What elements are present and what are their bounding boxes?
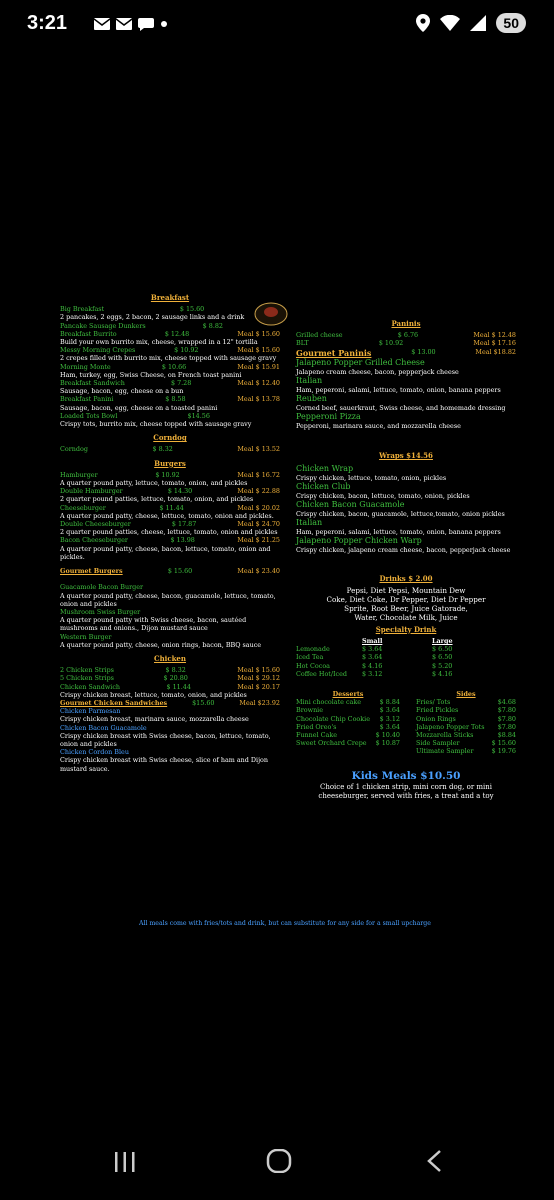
item-price: $ 7.28 [170,379,192,388]
section-title-breakfast: Breakfast [150,293,190,302]
item-name: Messy Morning Crepes [60,346,136,355]
item-price: $14.56 [187,411,210,420]
item-name: Breakfast Burrito [60,329,117,338]
gourmet-burgers-price: $ 15.60 [167,567,193,576]
item-name: Ultimate Sampler [416,747,474,756]
menu-item [60,748,280,756]
item-price: $ 10.92 [174,346,199,355]
price-row [296,731,400,739]
menu-item [60,346,280,354]
menu-item [60,724,280,732]
item-name: Bacon Cheeseburger [60,536,128,545]
item-description: Jalapeno cream cheese, bacon, pepperjack cheese [296,367,459,376]
menu-item [296,339,516,347]
item-description: Crispy chicken, bacon, guacamole, lettuce,tomato, onion pickles [296,510,505,519]
item-price: $ 15.60 [179,305,205,314]
item-name: Jalapeno Popper Grilled Cheese [296,357,425,367]
item-price: $ 3.64 [379,706,400,715]
price-row [416,723,516,731]
menu-item-corndog [60,445,280,453]
item-name: Cheeseburger [60,503,106,512]
item-price: $ 10.40 [375,731,400,740]
item-price: $ 13.98 [170,536,195,545]
drink-name: Coffee Hot/Iced [296,669,347,678]
item-price: $ 10.87 [375,739,400,748]
item-name: Chicken Wrap [296,463,354,473]
item-meal-price: Meal $ 24.70 [237,520,280,529]
item-name: BLT [296,339,309,348]
gourmet-chicken-price: $15.60 [192,698,215,707]
item-description: Sausage, bacon, egg, cheese on a bun [60,387,184,396]
item-meal-price: Meal $ 15.91 [237,362,280,371]
item-description: 2 pancakes, 2 eggs, 2 bacon, 2 sausage links and a drink [60,313,245,322]
item-name: Chocolate Chip Cookie [296,714,370,723]
menu-item [60,487,280,495]
section-title-specialty: Specialty Drink [375,624,437,634]
item-name: Morning Monte [60,362,111,371]
item-name: Mozzarella Sticks [416,731,474,740]
section-title-corndog: Corndog [153,433,187,443]
section-title-desserts: Desserts [332,690,364,699]
item-description: 2 quarter pound patties, lettuce, tomato, onion, and pickles [60,495,254,504]
item-description: 2 quarter pound patties, cheese, lettuce, tomato, onion and pickles [60,528,278,537]
menu-item [60,363,280,371]
item-description: Ham, peperoni, salami, lettuce, tomato, onion, banana peppers [296,385,501,394]
wifi-icon [440,15,460,31]
desserts-list [296,698,400,747]
item-price: $ 11.44 [159,503,184,512]
item-meal-price: Meal $ 12.48 [473,331,516,340]
price-row [296,715,400,723]
price-row [416,698,516,706]
menu-item [60,322,280,330]
item-name: Chicken Cordon Bleu [60,748,129,757]
price-row [296,739,400,747]
item-name: Corndog [60,445,88,454]
gourmet-paninis-price: $ 13.00 [411,347,436,356]
menu-item [296,412,516,422]
gourmet-chicken-header [60,699,280,707]
menu-item [296,358,516,368]
drink-small-price: $ 4.16 [362,661,383,670]
item-name: Jalapeno Popper Chicken Warp [296,536,422,546]
specialty-header [296,637,516,645]
item-description: Ham, turkey, egg, Swiss Cheese, on French toast panini [60,370,242,379]
item-name: Onion Rings [416,714,456,723]
menu-item [60,683,280,691]
price-row [416,715,516,723]
price-row [416,731,516,739]
section-title-gourmet-burgers: Gourmet Burgers [60,567,123,576]
notification-icons [94,17,168,31]
gourmet-paninis-header [296,348,516,358]
section-title-wraps: Wraps $14.56 [379,451,433,461]
item-name: Guacamole Bacon Burger [60,583,144,592]
item-price: $ 15.60 [491,739,516,748]
section-title-gourmet-chicken: Gourmet Chicken Sandwiches [60,698,168,707]
menu-item [60,305,280,313]
item-name: Hamburger [60,470,98,479]
drink-name: Iced Tea [296,653,324,662]
gourmet-chicken-meal: Meal $23.92 [239,698,280,707]
kids-meals-desc: Choice of 1 chicken strip, mini corn dog, or mini cheeseburger, served with fries, a treat and a toy [318,782,494,800]
item-name: 5 Chicken Strips [60,674,114,683]
status-bar [0,0,554,52]
gourmet-burgers-meal: Meal $ 23.40 [237,567,280,576]
item-meal-price: Meal $ 21.25 [237,536,280,545]
item-name: Breakfast Panini [60,395,114,404]
menu-item [60,633,280,641]
item-description: A quarter pound patty with Swiss cheese, bacon, sautéed mushrooms and onions., Dijon mustard sauce [60,616,247,633]
item-meal-price: Meal $ 22.88 [237,487,280,496]
drink-large-price: $ 6.50 [432,645,453,654]
item-name: Breakfast Sandwich [60,379,125,388]
large-label: Large [432,637,453,646]
menu-item [60,379,280,387]
item-name: Chicken Bacon Guacamole [60,723,147,732]
item-name: Mushroom Swiss Burger [60,607,141,616]
item-description: Crispy chicken, lettuce, tomato, onion, pickles [296,473,447,482]
item-meal-price: Meal $ 15.60 [237,329,280,338]
item-meal-price: Meal $ 17.16 [473,339,516,348]
menu-image[interactable] [50,288,520,938]
section-title-sides: Sides [456,690,476,699]
menu-item [60,666,280,674]
menu-item [296,331,516,339]
specialty-row [296,670,516,678]
item-price: $ 10.92 [378,339,404,348]
drinks-lines [296,586,516,622]
menu-item [60,412,280,420]
item-meal-price: Meal $ 20.17 [237,682,280,691]
item-description: 2 crepes filled with burrito mix, cheese topped with sausage gravy [60,354,277,363]
item-name: Mini chocolate cake [296,698,362,707]
item-price: $ 8.84 [379,698,400,707]
item-name: Side Sampler [416,739,460,748]
item-price: $ 10.66 [161,362,187,371]
item-price: $ 3.12 [379,714,400,723]
item-description: Ham, peperoni, salami, lettuce, tomato, onion, banana peppers [296,528,501,537]
item-name: Double Hamburger [60,487,123,496]
specialty-list [296,645,516,678]
desserts-sides [296,690,516,756]
section-title-drinks: Drinks $ 2.00 [379,573,433,583]
item-meal-price: Meal $ 16.72 [237,470,280,479]
gourmet-burgers-list [60,583,280,649]
menu-item [296,394,516,404]
item-meal-price: Meal $ 13.52 [237,445,280,454]
item-price: $7.80 [497,706,516,715]
item-description: A quarter pound patty, lettuce, tomato, onion, and pickles [60,479,248,488]
drink-line: Pepsi, Diet Pepsi, Mountain Dew [346,585,466,595]
small-label: Small [362,637,383,646]
item-name: Funnel Cake [296,731,337,740]
menu-item [60,520,280,528]
sides-block [416,690,516,756]
breakfast-list [60,305,280,428]
item-name: Grilled cheese [296,331,343,340]
item-price: $4.68 [497,698,516,707]
item-meal-price: Meal $ 12.40 [237,379,280,388]
item-price: $ 8.32 [152,445,173,454]
section-title-chicken: Chicken [154,653,186,663]
item-meal-price: Meal $ 15.60 [237,346,280,355]
price-row [416,739,516,747]
price-row [416,706,516,714]
item-price: $8.84 [497,731,516,740]
chicken-list [60,666,280,699]
item-name: Fried Pickles [416,706,459,715]
menu-item [296,464,516,474]
item-price: $7.80 [497,722,516,731]
item-description: A quarter pound patty, cheese, lettuce, tomato, onion and pickles. [60,511,274,520]
item-name: Chicken Parmesan [60,707,121,716]
item-price: $ 11.44 [166,682,191,691]
item-name: Double Cheeseburger [60,520,131,529]
menu-item [60,330,280,338]
menu-item [60,471,280,479]
item-meal-price: Meal $ 29.12 [237,674,280,683]
price-row [416,747,516,755]
price-row [296,723,400,731]
item-name: Sweet Orchard Crepe [296,739,367,748]
item-price: $ 10.92 [155,470,180,479]
item-description: Pepperoni, marinara sauce, and mozzarella cheese [296,422,461,431]
drink-small-price: $ 3.64 [362,645,383,654]
menu-item [60,608,280,616]
drink-large-price: $ 6.50 [432,653,453,662]
menu-right-column [296,288,516,801]
item-description: Corned beef, sauerkraut, Swiss cheese, and homemade dressing [296,404,506,413]
menu-footer-note: All meals come with fries/tots and drink, but can substitute for any side for a small upcharge [139,920,431,927]
item-meal-price: Meal $ 13.78 [237,395,280,404]
mail-icon [116,18,132,30]
section-title-gourmet-paninis: Gourmet Paninis [296,347,372,358]
kids-meals-title: Kids Meals $10.50 [351,769,461,782]
price-row [296,706,400,714]
drink-large-price: $ 5.20 [432,661,453,670]
dot-icon [160,20,168,28]
item-name: Chicken Sandwich [60,682,121,691]
section-title-paninis: Paninis [391,319,421,328]
item-price: $ 6.76 [397,331,419,340]
drink-name: Lemonade [296,645,330,654]
menu-item [296,536,516,546]
signal-icon [470,15,486,31]
chat-icon [138,17,154,31]
gourmet-paninis-list [296,358,516,431]
item-name: Big Breakfast [60,305,105,314]
item-meal-price: Meal $ 20.02 [237,503,280,512]
mail-icon [94,18,110,30]
drink-small-price: $ 3.64 [362,653,383,662]
item-name: Pepperoni Pizza [296,412,361,422]
menu-item [60,395,280,403]
menu-item [296,376,516,386]
item-name: Fries/ Tots [416,698,451,707]
drink-line: Water, Chocolate Milk, Juice [354,612,458,622]
item-price: $ 17.87 [171,520,197,529]
gourmet-burgers-header [60,567,280,575]
recent-apps-button[interactable] [113,1151,137,1173]
item-name: Chicken Bacon Guacamole [296,500,405,510]
item-name: Jalapeno Popper Tots [416,722,485,731]
item-price: $ 8.58 [165,395,186,404]
item-name: Fried Oreo's [296,722,337,731]
location-icon [416,14,430,32]
menu-item [60,504,280,512]
section-title-burgers: Burgers [154,458,186,468]
restaurant-logo [254,302,288,326]
menu-item [60,583,280,591]
item-description: A quarter pound patty, cheese, bacon, lettuce, tomato, onion and pickles. [60,544,271,561]
item-description: Crispy chicken, bacon, lettuce, tomato, onion, pickles [296,491,470,500]
item-meal-price: Meal $ 15.60 [237,666,280,675]
menu-item [296,500,516,510]
menu-item [60,536,280,544]
item-name: Chicken Club [296,481,351,491]
item-price: $ 8.82 [202,321,223,330]
menu-item [60,707,280,715]
item-description: A quarter pound patty, cheese, bacon, guacamole, lettuce, tomato, onion and pickles [60,591,276,608]
menu-item [60,674,280,682]
item-description: A quarter pound patty, cheese, onion rings, bacon, BBQ sauce [60,640,262,649]
item-name: Western Burger [60,632,112,641]
item-name: Italian [296,375,323,385]
paninis-list [296,331,516,347]
drink-line: Sprite, Root Beer, Juice Gatorade, [344,603,468,613]
item-name: Brownie [296,706,324,715]
system-icons [416,13,526,33]
item-price: $ 8.32 [165,666,186,675]
specialty-row [296,662,516,670]
item-price: $ 12.48 [164,329,190,338]
item-name: 2 Chicken Strips [60,666,114,675]
item-price: $7.80 [497,714,516,723]
wraps-list [296,464,516,555]
item-description: Crispy tots, burrito mix, cheese topped with sausage gravy [60,420,252,429]
sides-list [416,698,516,755]
gourmet-paninis-meal: Meal $18.82 [475,347,516,356]
back-button[interactable] [424,1149,444,1173]
item-description: Crispy chicken breast, lettuce, tomato, onion, and pickles [60,690,247,699]
item-name: Pancake Sausage Dunkers [60,321,146,330]
item-description: Crispy chicken breast with Swiss cheese, bacon, lettuce, tomato, onion and pickles [60,731,271,748]
drink-small-price: $ 3.12 [362,669,383,678]
price-row [296,698,400,706]
gourmet-chicken-list [60,707,280,773]
drink-line: Coke, Diet Coke, Dr Pepper, Diet Dr Pepper [326,594,486,604]
menu-item [296,482,516,492]
specialty-row [296,645,516,653]
item-name: Loaded Tots Bowl [60,411,118,420]
item-description: Crispy chicken breast with Swiss cheese, slice of ham and Dijon mustard sauce. [60,756,269,773]
desserts-block [296,690,400,756]
drink-name: Hot Cocoa [296,661,330,670]
home-button[interactable] [266,1149,292,1173]
item-description: Crispy chicken breast, marinara sauce, mozzarella cheese [60,715,249,724]
item-price: $ 19.76 [491,747,516,756]
item-price: $ 20.80 [163,674,188,683]
specialty-row [296,653,516,661]
menu-item [296,518,516,528]
status-time: 3:21 [27,12,68,34]
item-name: Italian [296,518,323,528]
item-price: $ 14.30 [167,487,193,496]
navigation-bar [0,1130,554,1200]
burgers-list [60,471,280,561]
menu-left-column [60,288,280,773]
item-price: $ 3.64 [379,722,400,731]
item-description: Sausage, bacon, egg, cheese on a toasted panini [60,403,218,412]
drink-large-price: $ 4.16 [432,669,453,678]
item-description: Crispy chicken, jalapeno cream cheese, bacon, pepperjack cheese [296,546,511,555]
battery-indicator: 50 [496,13,526,33]
item-name: Reuben [296,394,327,404]
item-description: Build your own burrito mix, cheese, wrapped in a 12" tortilla [60,338,258,347]
